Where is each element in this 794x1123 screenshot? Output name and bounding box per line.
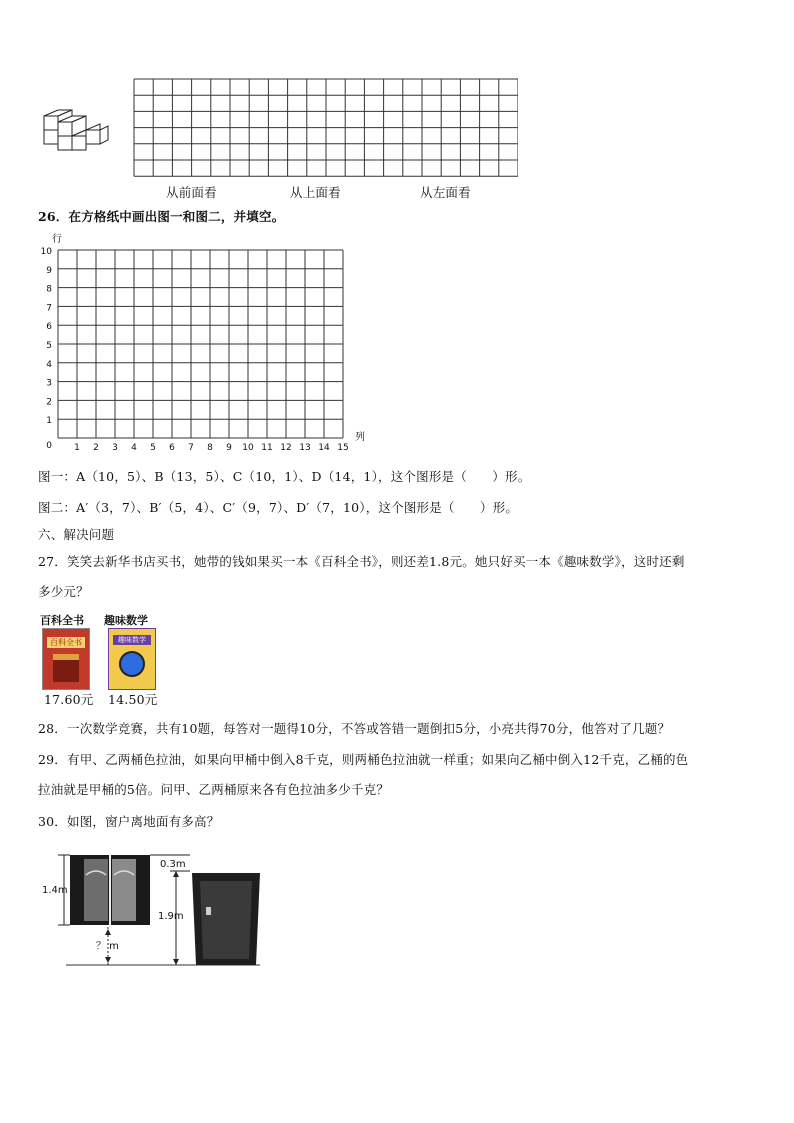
book2-cover [108,628,156,690]
x-tick-label: 4 [131,443,137,453]
q29-line2: 拉油就是甲桶的5倍。问甲、乙两桶原来各有色拉油多少千克？ [38,782,390,797]
section-heading: 六、解决问题 [38,527,115,542]
y-tick-label: 9 [46,265,52,276]
x-tick-label: 3 [112,443,118,453]
window-height-label: 1.4m [42,885,68,896]
book2-cover-text: 趣味数学 [113,635,151,645]
q27-line1: 27．笑笑去新华书店买书，她带的钱如果买一本《百科全书》，则还差1.8元。她只好买一本《趣味数学》，这时还剩 [38,554,685,569]
x-tick-label: 8 [207,443,213,453]
book1-cover [42,628,90,690]
q26-title: 26．在方格纸中画出图一和图二，并填空。 [38,209,285,224]
x-axis-label: 列 [355,432,365,443]
y-tick-label: 7 [46,303,52,314]
book2-price: 14.50元 [108,692,158,707]
x-tick-label: 1 [74,443,80,453]
book1-cover-text: 百科全书 [47,637,85,648]
y-tick-label: 6 [46,322,52,333]
view-label-top: 从上面看 [290,185,341,200]
y-tick-label: 2 [46,397,52,408]
q28-text: 28．一次数学竞赛，共有10题，每答对一题得10分，不答或答错一题倒扣5分，小亮共得70分，他答对了几题？ [38,721,671,736]
view-label-front: 从前面看 [166,185,217,200]
x-tick-label: 12 [280,443,292,453]
x-tick-label: 11 [261,443,273,453]
x-tick-label: 13 [299,443,311,453]
book1-price: 17.60元 [44,692,94,707]
y-tick-label: 0 [46,441,52,451]
y-tick-label: 10 [40,247,52,257]
x-tick-label: 7 [188,443,194,453]
y-tick-label: 5 [46,341,52,351]
q26-figure2: 图二：A′（3，7）、B′（5，4）、C′（9，7）、D′（7，10），这个图形是（ ）形。 [38,500,519,515]
y-tick-label: 8 [46,284,52,295]
three-view-grid [132,78,518,178]
y-tick-label: 3 [46,378,52,389]
x-tick-label: 6 [169,443,175,453]
q27-line2: 多少元？ [38,584,89,599]
y-axis-label: 行 [52,234,62,245]
gap-height-label: 0.3m [160,859,186,870]
x-tick-label: 5 [150,443,156,453]
temple-icon [53,654,79,682]
coordinate-grid [30,230,375,460]
cabinet-height-label: 1.9m [158,911,184,922]
x-tick-label: 10 [242,443,254,453]
q26-figure1: 图一：A（10，5）、B（13，5）、C（10，1）、D（14，1），这个图形是（ ）形。 [38,469,531,484]
unknown-height-label: ？ m [96,941,119,952]
x-tick-label: 2 [93,443,99,453]
y-tick-label: 1 [46,416,52,427]
book1-title: 百科全书 [40,614,84,627]
x-tick-label: 9 [226,443,232,453]
cartoon-face-icon [119,651,145,677]
x-tick-label: 14 [318,443,330,453]
cube-figure [36,104,112,160]
view-label-left: 从左面看 [420,185,471,200]
x-tick-label: 15 [337,443,349,453]
q29-line1: 29．有甲、乙两桶色拉油，如果向甲桶中倒入8千克，则两桶色拉油就一样重；如果向乙桶中倒入12千克，乙桶的色 [38,752,689,767]
window-diagram [40,845,265,970]
y-tick-label: 4 [46,359,52,370]
book2-title: 趣味数学 [104,614,148,627]
q30-title: 30．如图，窗户离地面有多高？ [38,814,220,829]
